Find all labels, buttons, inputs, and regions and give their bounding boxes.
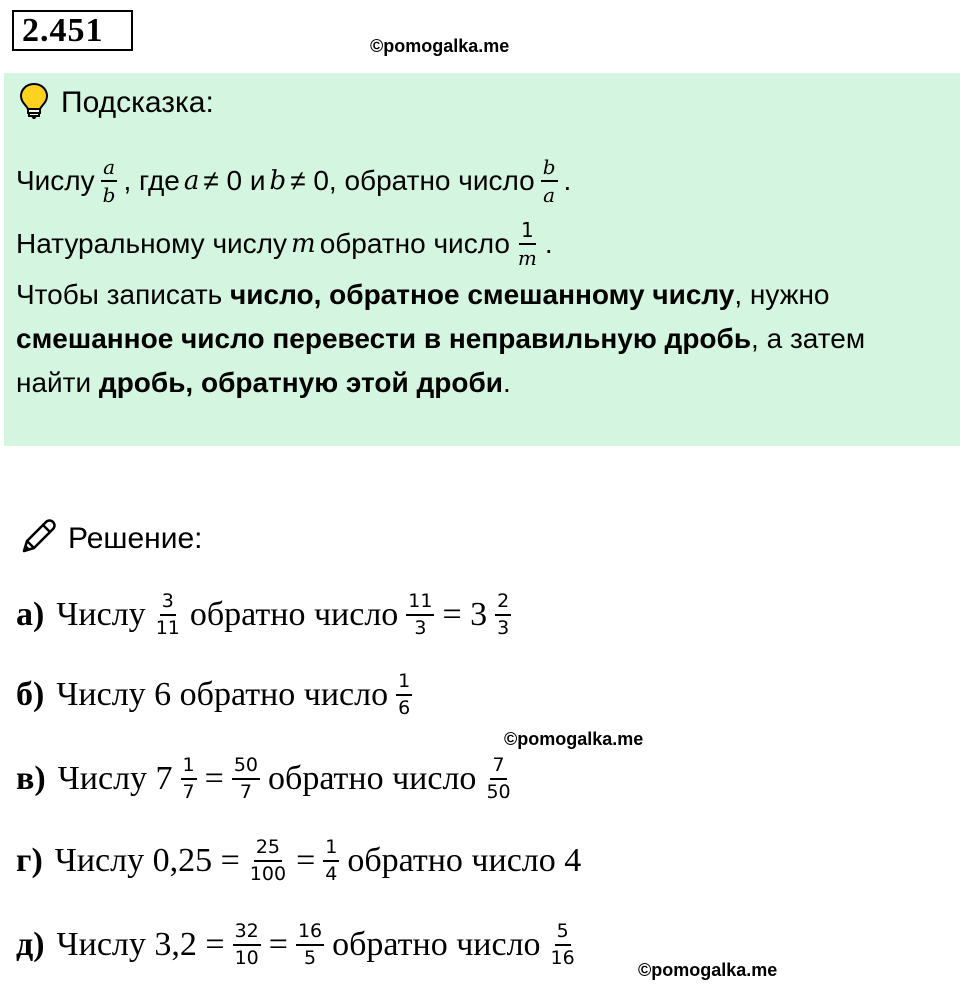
solution-item-a [16, 578, 517, 652]
problem-number: 2.451 [12, 10, 133, 51]
watermark: ©pomogalka.me [638, 960, 778, 980]
hint-title: Подсказка: [61, 86, 214, 119]
hint-text: Числу [16, 165, 95, 196]
item-text: Числу 6 обратно число [56, 676, 389, 713]
hint-line-2 [16, 220, 553, 268]
item-text: = [296, 842, 316, 879]
hint-line-4 [16, 317, 865, 361]
item-text: = 3 [442, 596, 488, 633]
fraction: $\frac{50}{7}$ [233, 754, 259, 803]
solution-item-v [16, 742, 519, 816]
solution-item-d [16, 908, 583, 982]
fraction: $\frac{3}{11}$ [155, 590, 180, 639]
hint-text: Натуральному числу [16, 228, 288, 259]
fraction: $\frac{a}{b}$ [102, 155, 116, 207]
item-text: = [204, 760, 224, 797]
hint-bold-text: смешанное число перевести в неправильную дробь [16, 323, 752, 354]
fraction: $\frac{b}{a}$ [542, 155, 556, 207]
watermark: ©pomogalka.me [504, 729, 644, 749]
hint-text: , а затем [751, 323, 866, 354]
fraction: $\frac{1}{6}$ [398, 670, 411, 719]
solution-item-b [16, 658, 418, 732]
item-letter: в) [16, 760, 46, 797]
hint-text: ≠ 0, обратно число [290, 165, 535, 196]
hint-bold-text: число, обратное смешанному числу [230, 279, 735, 310]
hint-line-3 [16, 273, 829, 317]
hint-bold-text: дробь, обратную этой дроби [98, 367, 503, 398]
item-letter: д) [16, 926, 45, 963]
hint-box [4, 73, 960, 446]
fraction: $\frac{16}{5}$ [297, 920, 323, 969]
hint-text: Чтобы записать [16, 279, 231, 310]
item-letter: г) [16, 842, 43, 879]
item-text: обратно число 4 [347, 842, 582, 879]
hint-text: , нужно [734, 279, 830, 310]
fraction: $\frac{2}{3}$ [497, 590, 510, 639]
item-text: = [268, 926, 288, 963]
hint-line-5 [16, 361, 511, 405]
fraction: $\frac{7}{50}$ [486, 754, 511, 803]
solution-item-g [16, 824, 583, 898]
hint-text: . [563, 165, 572, 196]
solution-title: Решение: [68, 522, 203, 555]
fraction: $\frac{25}{100}$ [249, 836, 287, 885]
item-text: Числу 3,2 = [56, 926, 225, 963]
pencil-icon [18, 517, 58, 562]
fraction: $\frac{1}{4}$ [325, 836, 338, 885]
hint-text: найти [16, 367, 99, 398]
hint-text: , где [123, 165, 180, 196]
watermark: ©pomogalka.me [370, 36, 510, 56]
item-text: обратно число [332, 926, 541, 963]
lightbulb-icon [19, 82, 49, 125]
hint-text: ≠ 0 и [203, 165, 266, 196]
hint-text: обратно число [319, 228, 510, 259]
hint-text: . [544, 228, 553, 259]
solution-header [18, 517, 202, 561]
variable: b [269, 166, 287, 196]
item-letter: а) [16, 596, 45, 633]
hint-text: . [502, 367, 511, 398]
hint-header [19, 83, 214, 123]
fraction: $\frac{1}{7}$ [182, 754, 195, 803]
variable: m [291, 229, 316, 259]
item-text: обратно число [189, 596, 399, 633]
item-text: Числу 0,25 = [54, 842, 240, 879]
fraction: $\frac{1}{m}$ [517, 218, 537, 270]
item-text: Числу [56, 596, 146, 633]
item-text: Числу 7 [57, 760, 173, 797]
item-letter: б) [16, 676, 45, 713]
fraction: $\frac{32}{10}$ [234, 920, 259, 969]
variable: a [183, 166, 200, 196]
hint-line-1 [16, 157, 571, 205]
fraction: $\frac{5}{16}$ [550, 920, 575, 969]
item-text: обратно число [268, 760, 477, 797]
fraction: $\frac{11}{3}$ [408, 590, 433, 639]
